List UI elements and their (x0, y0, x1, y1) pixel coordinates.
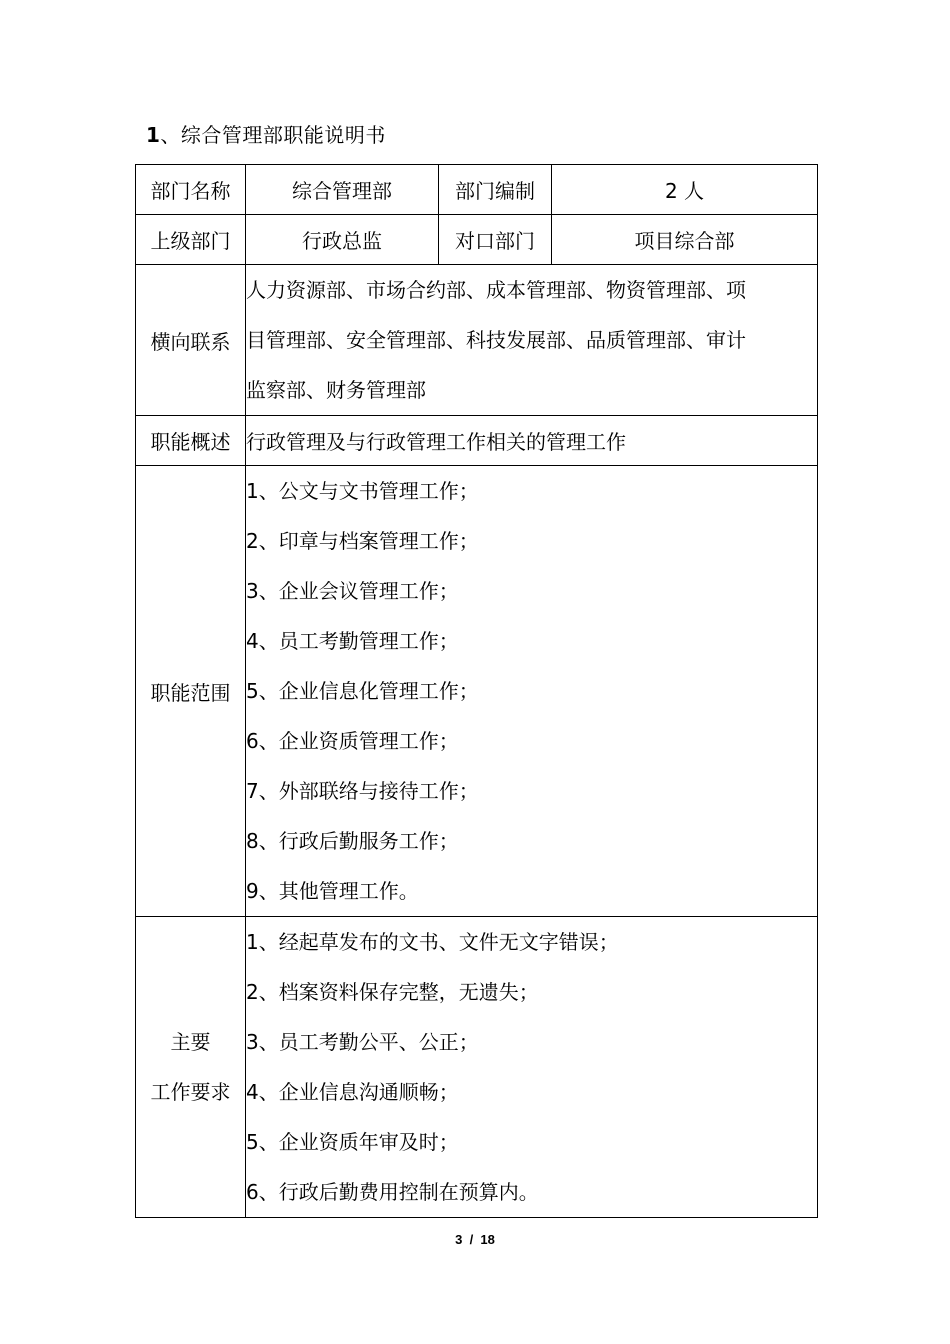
list-item: 2、印章与档案管理工作； (246, 529, 479, 553)
label-line: 主要 (170, 1030, 211, 1054)
label-function-scope: 职能范围 (136, 466, 246, 917)
list-item: 5、企业信息化管理工作； (246, 679, 479, 703)
value-function-overview: 行政管理及与行政管理工作相关的管理工作 (246, 416, 818, 466)
row-requirements (136, 917, 818, 1218)
list-item: 9、其他管理工作。 (246, 879, 419, 903)
list-item: 7、外部联络与接待工作； (246, 779, 479, 803)
horizontal-line: 人力资源部、市场合约部、成本管理部、物资管理部、项 (246, 278, 746, 302)
label-headcount: 部门编制 (439, 165, 552, 215)
heading-text: 、综合管理部职能说明书 (160, 123, 386, 147)
row-superior (136, 215, 818, 265)
value-horizontal-relations (246, 265, 818, 416)
label-counterpart-department: 对口部门 (439, 215, 552, 265)
value-function-scope (246, 466, 818, 917)
horizontal-line: 目管理部、安全管理部、科技发展部、品质管理部、审计 (246, 328, 746, 352)
row-horizontal-relations (136, 265, 818, 416)
row-scope (136, 466, 818, 917)
horizontal-line: 监察部、财务管理部 (246, 378, 426, 402)
label-horizontal-relations: 横向联系 (136, 265, 246, 416)
list-item: 3、员工考勤公平、公正； (246, 1030, 479, 1054)
value-counterpart-department: 项目综合部 (552, 215, 818, 265)
value-work-requirements (246, 917, 818, 1218)
list-item: 4、企业信息沟通顺畅； (246, 1080, 459, 1104)
heading-number: 1 (146, 123, 161, 147)
document-heading (146, 118, 386, 152)
list-item: 1、经起草发布的文书、文件无文字错误； (246, 930, 619, 954)
list-item: 5、企业资质年审及时； (246, 1130, 459, 1154)
label-work-requirements (136, 917, 246, 1218)
value-superior-department: 行政总监 (246, 215, 439, 265)
list-item: 3、企业会议管理工作； (246, 579, 459, 603)
row-department (136, 165, 818, 215)
list-item: 8、行政后勤服务工作； (246, 829, 459, 853)
list-item: 1、公文与文书管理工作； (246, 479, 479, 503)
function-table (135, 164, 818, 1218)
list-item: 2、档案资料保存完整，无遗失； (246, 980, 539, 1004)
label-department-name: 部门名称 (136, 165, 246, 215)
page-number: 3 / 18 (455, 1232, 495, 1247)
value-headcount: 2 人 (552, 165, 818, 215)
list-item: 6、行政后勤费用控制在预算内。 (246, 1180, 539, 1204)
list-item: 4、员工考勤管理工作； (246, 629, 459, 653)
row-overview (136, 416, 818, 466)
value-department-name: 综合管理部 (246, 165, 439, 215)
label-superior-department: 上级部门 (136, 215, 246, 265)
list-item: 6、企业资质管理工作； (246, 729, 459, 753)
label-line: 工作要求 (150, 1080, 231, 1104)
label-function-overview: 职能概述 (136, 416, 246, 466)
